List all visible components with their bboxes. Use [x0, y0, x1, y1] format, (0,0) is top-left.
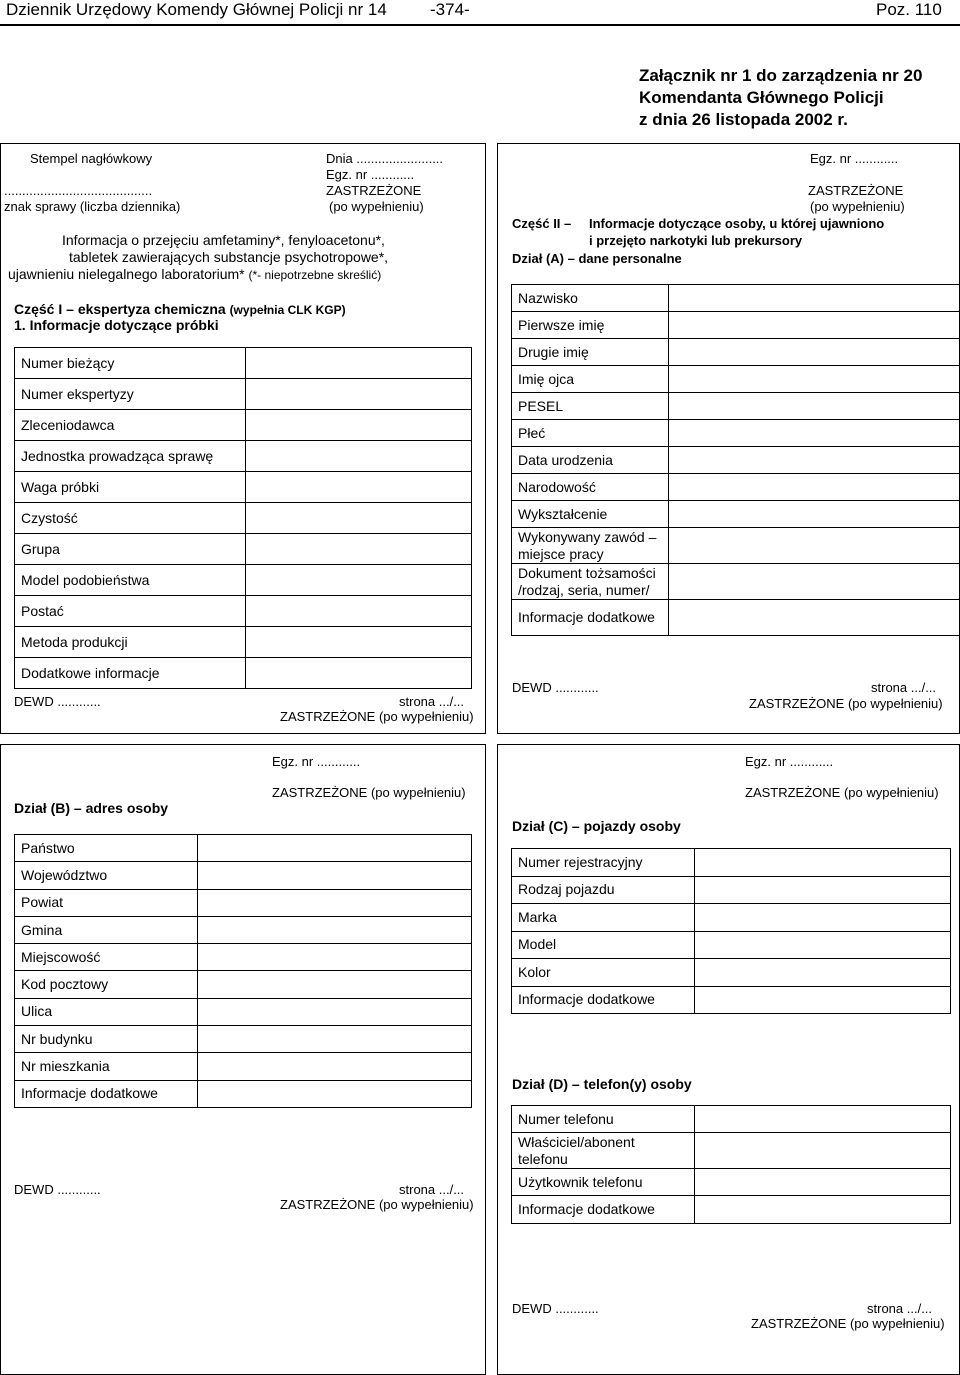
form-row-value-field[interactable]: [669, 564, 960, 600]
part-1-heading: [14, 302, 346, 318]
form-row-value-field[interactable]: [246, 472, 472, 503]
stamp-label: Stempel nagłówkowy: [30, 151, 153, 166]
form-row: [15, 565, 472, 596]
classification-label: ZASTRZEŻONE (po wypełnieniu): [272, 785, 466, 800]
sample-table: [14, 347, 472, 689]
form-row-label: Kolor: [512, 959, 695, 987]
form-row-value-field[interactable]: [669, 600, 960, 636]
classification-footer: ZASTRZEŻONE (po wypełnieniu): [280, 1197, 474, 1212]
form-row-label: Państwo: [15, 835, 198, 862]
form-row: [15, 1026, 472, 1053]
form-row-value-field[interactable]: [695, 959, 951, 987]
form-row: [15, 472, 472, 503]
form-row-value-field[interactable]: [246, 348, 472, 379]
classification-label: ZASTRZEŻONE: [326, 183, 422, 198]
form-row-label: Użytkownik telefonu: [512, 1169, 695, 1196]
form-row: [512, 366, 960, 393]
form-row: [512, 876, 951, 904]
form-row: [15, 596, 472, 627]
form-row: [512, 600, 960, 636]
form-row-label: Informacje dodatkowe: [512, 1196, 695, 1224]
info-line-3-text: ujawnieniu nielegalnego laboratorium*: [8, 266, 245, 282]
form-row: [512, 904, 951, 932]
form-row: [512, 849, 951, 877]
dewd-label: DEWD ............: [512, 680, 599, 695]
form-row-label: Wykonywany zawód – miejsce pracy: [512, 528, 669, 564]
part-2-label: Część II –: [512, 216, 572, 231]
form-row: [512, 420, 960, 447]
form-row-value-field[interactable]: [695, 849, 951, 877]
info-line-3: [8, 266, 381, 284]
form-row-label: Rodzaj pojazdu: [512, 876, 695, 904]
form-row-value-field[interactable]: [669, 393, 960, 420]
form-row-value-field[interactable]: [246, 410, 472, 441]
form-row-value-field[interactable]: [198, 862, 472, 889]
form-row-value-field[interactable]: [695, 1169, 951, 1196]
info-line-1: Informacja o przejęciu amfetaminy*, fenyloacetonu*,: [62, 232, 385, 248]
form-row-label: Miejscowość: [15, 944, 198, 971]
form-row: [512, 1133, 951, 1169]
header-rule: [0, 24, 960, 26]
form-row: [15, 944, 472, 971]
form-row-value-field[interactable]: [198, 1053, 472, 1080]
form-row-label: Postać: [15, 596, 246, 627]
section-a-heading: Dział (A) – dane personalne: [512, 251, 682, 266]
section-b-heading: Dział (B) – adres osoby: [14, 800, 169, 816]
form-row-label: Informacje dodatkowe: [512, 600, 669, 636]
form-row: [512, 528, 960, 564]
form-row-label: Kod pocztowy: [15, 971, 198, 998]
classification-footer: ZASTRZEŻONE (po wypełnieniu): [749, 696, 943, 711]
form-row-value-field[interactable]: [246, 658, 472, 689]
form-row-label: Nr mieszkania: [15, 1053, 198, 1080]
form-row-label: Grupa: [15, 534, 246, 565]
form-row-label: Powiat: [15, 889, 198, 916]
form-row: [15, 916, 472, 943]
form-row-value-field[interactable]: [198, 1080, 472, 1107]
form-row: [512, 447, 960, 474]
form-row-label: Drugie imię: [512, 339, 669, 366]
form-row-value-field[interactable]: [669, 312, 960, 339]
copy-number: Egz. nr ............: [745, 754, 834, 769]
part-1-note: (wypełnia CLK KGP): [229, 303, 346, 317]
form-row-value-field[interactable]: [246, 503, 472, 534]
form-row: [512, 1169, 951, 1196]
phones-table: [511, 1105, 951, 1224]
form-row-label: Model podobieństwa: [15, 565, 246, 596]
classification-label: ZASTRZEŻONE: [808, 183, 904, 198]
form-row-label: Zleceniodawca: [15, 410, 246, 441]
form-row-label: Płeć: [512, 420, 669, 447]
classification-footer: ZASTRZEŻONE (po wypełnieniu): [280, 709, 474, 724]
form-row-value-field[interactable]: [246, 441, 472, 472]
vehicles-table: [511, 848, 951, 1014]
form-row-value-field[interactable]: [198, 971, 472, 998]
personal-data-table: [511, 284, 960, 636]
form-row-value-field[interactable]: [246, 534, 472, 565]
form-row: [15, 889, 472, 916]
part-2-title-1: Informacje dotyczące osoby, u której ujawniono: [589, 216, 885, 231]
annex-line-3: z dnia 26 listopada 2002 r.: [639, 110, 848, 129]
form-row-value-field[interactable]: [695, 986, 951, 1014]
journal-title: Dziennik Urzędowy Komendy Głównej Policji nr 14: [6, 0, 387, 19]
copy-number: Egz. nr ............: [810, 151, 899, 166]
form-row: [15, 503, 472, 534]
section-d-heading: Dział (D) – telefon(y) osoby: [512, 1076, 692, 1092]
form-row-value-field[interactable]: [695, 904, 951, 932]
form-row-value-field[interactable]: [198, 944, 472, 971]
dewd-label: DEWD ............: [14, 694, 101, 709]
form-row-value-field[interactable]: [246, 565, 472, 596]
form-row-value-field[interactable]: [669, 285, 960, 312]
form-row: [512, 931, 951, 959]
form-row: [15, 1053, 472, 1080]
form-row: [15, 971, 472, 998]
form-row-label: Ulica: [15, 998, 198, 1025]
form-row-value-field[interactable]: [669, 528, 960, 564]
form-row: [512, 959, 951, 987]
dewd-label: DEWD ............: [512, 1301, 599, 1316]
annex-line-1: Załącznik nr 1 do zarządzenia nr 20: [639, 66, 923, 85]
form-row-value-field[interactable]: [198, 998, 472, 1025]
page-counter: strona .../...: [871, 680, 937, 695]
dewd-label: DEWD ............: [14, 1182, 101, 1197]
form-row-value-field[interactable]: [246, 596, 472, 627]
form-row-value-field[interactable]: [246, 379, 472, 410]
address-table: [14, 834, 472, 1108]
form-row: [512, 285, 960, 312]
date-field[interactable]: Dnia ........................: [326, 151, 444, 166]
form-row-label: Właściciel/abonent telefonu: [512, 1133, 695, 1169]
sample-info-heading: 1. Informacje dotyczące próbki: [14, 317, 219, 333]
form-row-value-field[interactable]: [695, 1196, 951, 1224]
form-row-label: Numer rejestracyjny: [512, 849, 695, 877]
form-row: [512, 986, 951, 1014]
form-row-label: Data urodzenia: [512, 447, 669, 474]
form-row-label: Marka: [512, 904, 695, 932]
form-row-label: Informacje dodatkowe: [15, 1080, 198, 1107]
form-row-value-field[interactable]: [198, 889, 472, 916]
copy-number: Egz. nr ............: [272, 754, 361, 769]
form-row-label: Dokument tożsamości /rodzaj, seria, numer/: [512, 564, 669, 600]
form-row-label: Gmina: [15, 916, 198, 943]
form-row: [512, 393, 960, 420]
form-row-value-field[interactable]: [669, 366, 960, 393]
form-row: [15, 835, 472, 862]
form-row: [15, 348, 472, 379]
form-row-value-field[interactable]: [669, 339, 960, 366]
form-row-label: Narodowość: [512, 474, 669, 501]
form-row-label: Numer telefonu: [512, 1106, 695, 1133]
classification-footer: ZASTRZEŻONE (po wypełnieniu): [751, 1316, 945, 1331]
form-row-value-field[interactable]: [669, 474, 960, 501]
classification-note: (po wypełnieniu): [329, 199, 424, 214]
form-row: [512, 501, 960, 528]
form-row-label: Dodatkowe informacje: [15, 658, 246, 689]
form-row: [512, 564, 960, 600]
form-row-label: Województwo: [15, 862, 198, 889]
form-row-value-field[interactable]: [198, 835, 472, 862]
section-c-heading: Dział (C) – pojazdy osoby: [512, 818, 681, 834]
form-row-label: Czystość: [15, 503, 246, 534]
form-row-label: Pierwsze imię: [512, 312, 669, 339]
form-row-value-field[interactable]: [695, 1106, 951, 1133]
part-2-title-2: i przejęto narkotyki lub prekursory: [589, 233, 803, 248]
form-row-label: Model: [512, 931, 695, 959]
form-row-label: Nazwisko: [512, 285, 669, 312]
form-row-label: Waga próbki: [15, 472, 246, 503]
form-row-label: PESEL: [512, 393, 669, 420]
form-row-value-field[interactable]: [669, 447, 960, 474]
classification-label: ZASTRZEŻONE (po wypełnieniu): [745, 785, 939, 800]
copy-number: Egz. nr ............: [326, 167, 415, 182]
form-row: [15, 1080, 472, 1107]
form-row-label: Nr budynku: [15, 1026, 198, 1053]
page-counter: strona .../...: [867, 1301, 933, 1316]
form-row-label: Jednostka prowadząca sprawę: [15, 441, 246, 472]
position-number: Poz. 110: [876, 0, 942, 19]
form-row-value-field[interactable]: [695, 1133, 951, 1169]
form-row-value-field[interactable]: [198, 1026, 472, 1053]
form-row-value-field[interactable]: [695, 931, 951, 959]
form-row: [15, 379, 472, 410]
form-row-label: Metoda produkcji: [15, 627, 246, 658]
form-row: [512, 474, 960, 501]
form-row-value-field[interactable]: [246, 627, 472, 658]
case-sign-field[interactable]: .........................................: [4, 183, 153, 198]
info-note: (*- niepotrzebne skreślić): [248, 268, 382, 282]
form-row: [15, 627, 472, 658]
form-row-value-field[interactable]: [198, 916, 472, 943]
form-row: [15, 410, 472, 441]
form-row: [512, 1106, 951, 1133]
panel-section-c-d: [497, 744, 960, 1375]
form-row-label: Informacje dodatkowe: [512, 986, 695, 1014]
case-sign-label: znak sprawy (liczba dziennika): [4, 199, 181, 214]
form-row-label: Numer ekspertyzy: [15, 379, 246, 410]
annex-line-2: Komendanta Głównego Policji: [639, 88, 884, 107]
form-row-value-field[interactable]: [669, 501, 960, 528]
form-row: [15, 441, 472, 472]
form-row: [15, 658, 472, 689]
form-row: [15, 534, 472, 565]
part-1-title: Część I – ekspertyza chemiczna: [14, 301, 226, 317]
annex-heading: [639, 65, 922, 131]
page-number: -374-: [430, 0, 470, 19]
form-row-label: Wykształcenie: [512, 501, 669, 528]
form-row: [512, 1196, 951, 1224]
form-row-label: Imię ojca: [512, 366, 669, 393]
form-row: [15, 998, 472, 1025]
form-row-value-field[interactable]: [669, 420, 960, 447]
page-counter: strona .../...: [399, 694, 465, 709]
form-row-value-field[interactable]: [695, 876, 951, 904]
page-counter: strona .../...: [399, 1182, 465, 1197]
info-line-2: tabletek zawierających substancje psychotropowe*,: [69, 249, 389, 265]
form-row-label: Numer bieżący: [15, 348, 246, 379]
form-row: [512, 339, 960, 366]
form-row: [15, 862, 472, 889]
form-row: [512, 312, 960, 339]
classification-note: (po wypełnieniu): [810, 199, 905, 214]
